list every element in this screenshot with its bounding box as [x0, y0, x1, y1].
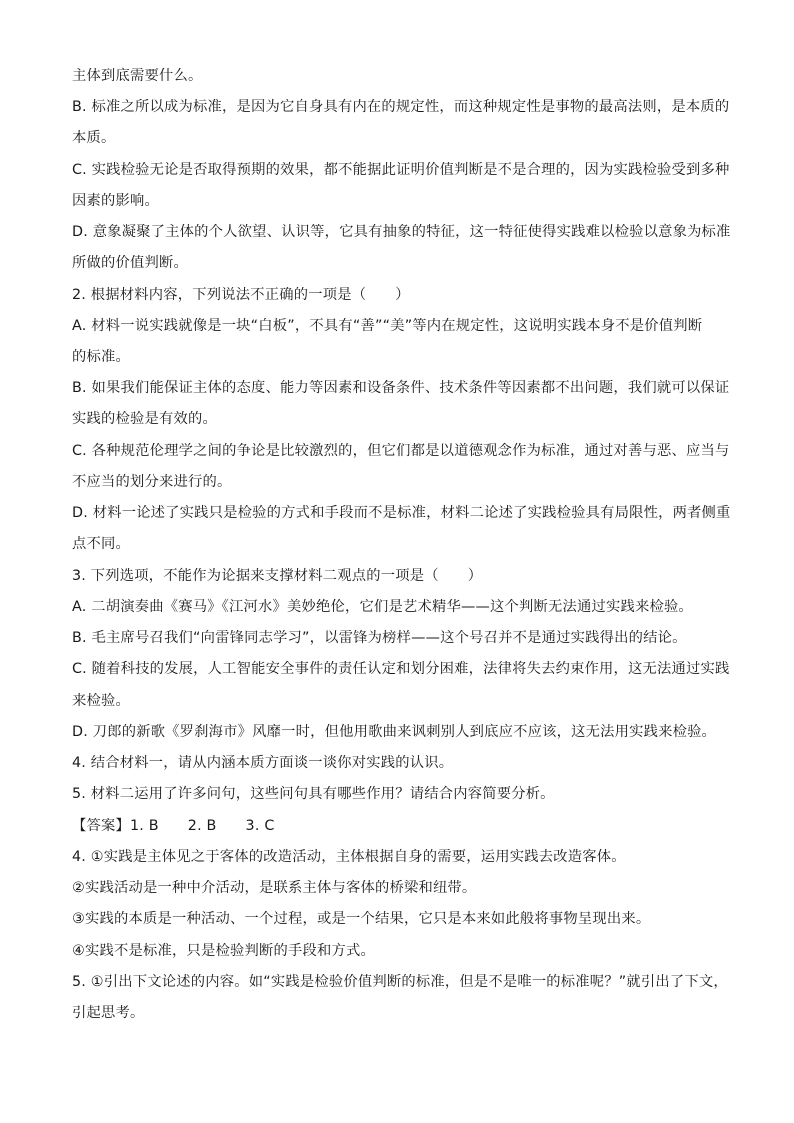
question-5: 5. 材料二运用了许多问句，这些问句具有哪些作用？请结合内容简要分析。	[72, 786, 555, 802]
answer-4-point-1: 4. ①实践是主体见之于客体的改造活动，主体根据自身的需要，运用实践去改造客体。	[72, 849, 626, 865]
question-2: 2. 根据材料内容，下列说法不正确的一项是（ ）	[72, 287, 410, 303]
text-line: 来检验。	[72, 693, 130, 709]
question-3: 3. 下列选项，不能作为论据来支撑材料二观点的一项是（ ）	[72, 568, 483, 584]
text-line: 引起思考。	[72, 1005, 145, 1021]
answer-4-point-2: ②实践活动是一种中介活动，是联系主体与客体的桥梁和纽带。	[72, 880, 477, 896]
answer-4-point-3: ③实践的本质是一种活动、一个过程，或是一个结果，它只是本来如此般将事物呈现出来。	[72, 911, 651, 927]
text-line: 本质。	[72, 130, 116, 146]
option-b-line: B. 如果我们能保证主体的态度、能力等因素和设备条件、技术条件等因素都不出问题，我们就可以保证	[72, 380, 730, 396]
text-line: 因素的影响。	[72, 193, 159, 209]
option-d-line: D. 意象凝聚了主体的个人欲望、认识等，它具有抽象的特征，这一特征使得实践难以检验以意象为标准	[72, 224, 731, 240]
option-a-line: A. 材料一说实践就像是一块“白板”，不具有“善”“美”等内在规定性，这说明实践本身不是价值判断	[72, 318, 703, 334]
option-d-line: D. 材料一论述了实践只是检验的方式和手段而不是标准，材料二论述了实践检验具有局限性，两者侧重	[72, 505, 731, 521]
text-line: 点不同。	[72, 536, 130, 552]
text-line: 主体到底需要什么。	[72, 68, 203, 84]
option-c-line: C. 实践检验无论是否取得预期的效果，都不能据此证明价值判断是不是合理的，因为实践检验受到多种	[72, 162, 730, 178]
answer-key: 【答案】1. B 2. B 3. C	[72, 818, 275, 834]
option-b-line: B. 标准之所以成为标准，是因为它自身具有内在的规定性，而这种规定性是事物的最高法则，是本质的	[72, 99, 730, 115]
text-line: 所做的价值判断。	[72, 255, 188, 271]
text-line: 不应当的划分来进行的。	[72, 474, 232, 490]
answer-5-point-1: 5. ①引出下文论述的内容。如“实践是检验价值判断的标准，但是不是唯一的标准呢？”就引出了下文，	[72, 974, 728, 990]
text-line: 实践的检验是有效的。	[72, 411, 217, 427]
option-a-line: A. 二胡演奏曲《赛马》《江河水》美妙绝伦，它们是艺术精华——这个判断无法通过实践来检验。	[72, 599, 693, 615]
option-c-line: C. 随着科技的发展，人工智能安全事件的责任认定和划分困难，法律将失去约束作用，这无法通过实践	[72, 661, 730, 677]
answer-4-point-4: ④实践不是标准，只是检验判断的手段和方式。	[72, 943, 375, 959]
text-line: 的标准。	[72, 349, 130, 365]
option-b-line: B. 毛主席号召我们“向雷锋同志学习”，以雷锋为榜样——这个号召并不是通过实践得出的结论。	[72, 630, 687, 646]
option-d-line: D. 刀郎的新歌《罗刹海市》风靡一时，但他用歌曲来讽刺别人到底应不应该，这无法用实践来检验。	[72, 724, 717, 740]
option-c-line: C. 各种规范伦理学之间的争论是比较激烈的，但它们都是以道德观念作为标准，通过对善与恶、应当与	[72, 443, 730, 459]
question-4: 4. 结合材料一，请从内涵本质方面谈一谈你对实践的认识。	[72, 755, 454, 771]
